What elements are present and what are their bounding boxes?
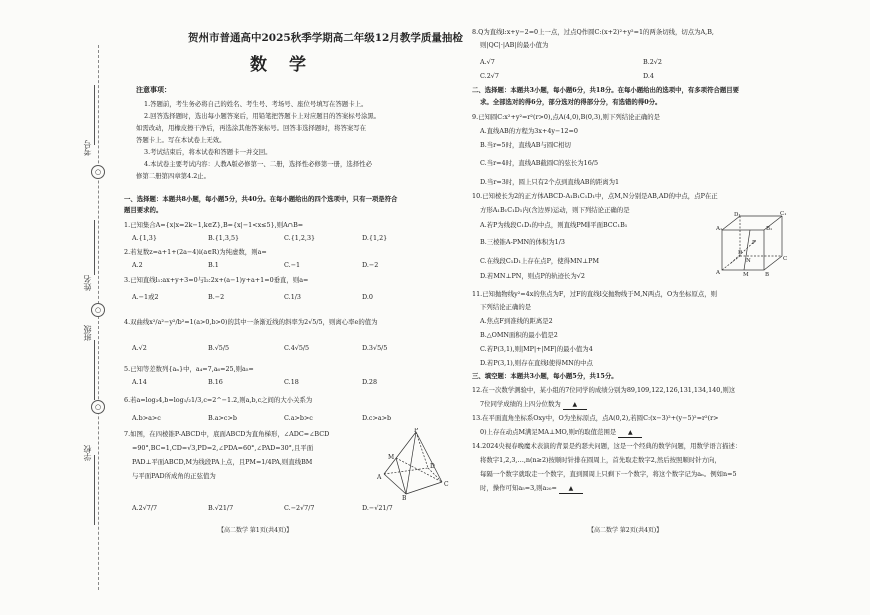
- vertex-label: A₁: [716, 226, 723, 232]
- question-8-line1: 8.Q为直线l:x+y−2=0上一点，过点Q作圆C:(x+2)²+y²=1的两条切线，切点为A,B,: [472, 28, 714, 36]
- q10-option-a: A.若P为线段C₁D₁的中点，则直线PM∥平面BCC₁B₁: [480, 221, 628, 229]
- q7-option-d: D.−√21/7: [362, 504, 393, 512]
- school-line: [94, 455, 95, 525]
- class-field-label: 班级: [83, 325, 92, 341]
- vertex-label: P: [752, 240, 756, 246]
- answer-blank: ▲: [559, 485, 583, 494]
- pyramid-figure: [376, 428, 456, 500]
- q11-option-a: A.焦点F到准线的距离是2: [480, 317, 553, 325]
- q5-option-c: C.18: [284, 378, 299, 386]
- section-2-heading-b: 求。全部选对的得6分，部分选对的得部分分，有选错的得0分。: [480, 98, 662, 106]
- vertex-label: M: [388, 454, 395, 461]
- question-5: 5.已知等差数列{aₙ}中，a₄=7,a₆=25,则a₅=: [124, 365, 254, 373]
- question-12-line1: 12.在一次数学测验中，某小组的7位同学的成绩分别为89,109,122,126,131,134,140,则这: [472, 386, 736, 394]
- q5-option-d: D.28: [362, 378, 378, 386]
- question-9: 9.已知圆C:x²+y²=r²(r>0),点A(4,0),B(0,3),则下列结论正确的是: [472, 113, 661, 121]
- q4-option-c: C.4√5/5: [284, 344, 310, 352]
- section-3-heading: 三、填空题：本题共3小题，每小题5分，共15分。: [472, 372, 618, 380]
- q5-option-a: A.14: [132, 378, 147, 386]
- q4-option-d: D.3√5/5: [362, 344, 388, 352]
- vertex-label: N: [746, 258, 751, 264]
- question-14-line2: 将数字1,2,3,…,n(n≥2)按顺时针排在圆周上，首先取走数字2,然后按照顺时针方向，: [480, 456, 721, 464]
- note-1a: 1.答题前，考生务必将自己的姓名、考生号、考场号、座位号填写在答题卡上。: [144, 100, 368, 108]
- question-11-line1: 11.已知抛物线y²=4x的焦点为F，过F的直线l交抛物线于M,N两点，O为坐标原点，则: [472, 290, 718, 298]
- question-6: 6.若a=log₃4,b=log₁/₂1/3,c=2^−1.2,则a,b,c之间的大小关系为: [124, 396, 313, 404]
- seal-circle: ○: [91, 400, 105, 414]
- q11-option-c: C.若P(3,1),则|MP|+|MF|的最小值为4: [480, 345, 593, 353]
- question-11-line2: 下列结论正确的是: [480, 303, 532, 311]
- q4-option-a: A.√2: [132, 344, 147, 352]
- q11-option-b: B.△OMN面积的最小值是2: [480, 331, 558, 339]
- q3-option-c: C.1/3: [284, 293, 301, 301]
- question-3: 3.已知直线l₁:ax+y+3=0与l₂:2x+(a−1)y+a+1=0垂直，则a=: [124, 276, 309, 284]
- q3-option-d: D.0: [362, 293, 373, 301]
- subject-title: 数学: [250, 55, 328, 75]
- name-line: [94, 220, 95, 275]
- q8-option-b: B.2√2: [643, 58, 662, 66]
- question-10-line2: 方形A₁B₁C₁D₁内(含边界)运动，则下列结论正确的是: [480, 206, 630, 214]
- q7-option-a: A.2√7/7: [132, 504, 158, 512]
- q10-option-c: C.在线段C₁D₁上存在点P，使得MN⊥PM: [480, 257, 600, 265]
- question-4: 4.双曲线x²/a²−y²/b²=1(a>0,b>0)的其中一条渐近线的斜率为2√5/5，则离心率e的值为: [124, 318, 378, 326]
- vertex-label: A: [716, 270, 720, 276]
- question-7-line1: 7.如图，在四棱锥P-ABCD中，底面ABCD为直角梯形，∠ADC=∠BCD: [124, 430, 330, 438]
- seal-circle: ○: [91, 303, 105, 317]
- question-7-line2: =90°,BC=1,CD=√3,PD=2,∠PDA=60°,∠PAD=30°,且平面: [132, 444, 314, 452]
- section-2-heading-a: 二、选择题：本题共3小题，每小题6分，共18分。在每小题给出的选项中，有多项符合题目要: [472, 86, 740, 94]
- q7-option-b: B.√21/7: [208, 504, 234, 512]
- vertex-label: B: [765, 272, 770, 276]
- q10-option-b: B.三棱锥A-PMN的体积为1/3: [480, 238, 565, 246]
- q1-option-c: C.{1,2,3}: [284, 234, 316, 242]
- vertex-label: D: [430, 463, 435, 470]
- name-field-label: 姓名: [83, 275, 92, 291]
- section-1-heading-a: 一、选择题：本题共8小题，每小题5分，共40分。在每小题给出的四个选项中，只有一项是符合: [124, 195, 398, 203]
- question-14-line3: 每隔一个数字就取走一个数字，直到圆周上只剩下一个数字，将这个数字记为aₙ。例如n=5: [480, 470, 737, 478]
- vertex-label: C: [444, 481, 449, 488]
- class-line: [94, 340, 95, 400]
- q8-option-d: D.4: [643, 72, 654, 80]
- question-14-line1: 14.2024央视春晚魔术表演的背景是约瑟夫问题，这是一个经典的数学问题，用数学语言描述：: [472, 442, 742, 450]
- question-2: 2.若复数z=a+1+(2a−4)i(a∈R)为纯虚数，则a=: [124, 248, 267, 256]
- note-2c: 答题卡上。写在本试卷上无效。: [136, 136, 226, 144]
- q2-option-c: C.−1: [284, 261, 301, 269]
- vertex-label: B₁: [766, 226, 773, 232]
- vertex-label: D: [738, 250, 743, 256]
- note-2b: 如需改动，用橡皮擦干净后，再选涂其他答案标号。回答非选择题时，将答案写在: [136, 124, 367, 132]
- vertex-label: B: [402, 495, 407, 500]
- question-1: 1.已知集合A={x|x=2k−1,k∈Z},B={x|−1<x≤5},则A∩B=: [124, 221, 304, 229]
- q2-option-d: D.−2: [362, 261, 379, 269]
- q10-option-d: D.若MN⊥PN，则点P的轨迹长为√2: [480, 272, 585, 280]
- exam-number-field-label: 考号: [83, 140, 92, 156]
- exam-title: 贺州市普通高中2025秋季学期高二年级12月教学质量抽检: [188, 32, 463, 44]
- q9-option-a: A.直线AB的方程为3x+4y−12=0: [480, 127, 578, 135]
- q5-option-b: B.16: [208, 378, 223, 386]
- q8-option-a: A.√7: [480, 58, 495, 66]
- q1-option-b: B.{1,3,5}: [208, 234, 240, 242]
- school-field-label: 学校: [83, 445, 92, 461]
- question-13-line1: 13.在平面直角坐标系Oxy中，O为坐标原点，点A(0,2),若圆C:(x−3)²+(y−5)²=r²(r>: [472, 414, 719, 422]
- q7-option-c: C.−2√7/7: [284, 504, 315, 512]
- q6-option-a: A.b>a>c: [132, 414, 161, 422]
- vertex-label: P: [414, 428, 419, 434]
- q1-option-a: A.{1,3}: [132, 234, 157, 242]
- q2-option-b: B.1: [208, 261, 219, 269]
- binding-strip: [60, 45, 115, 590]
- cube-figure: [716, 210, 788, 276]
- question-12-line2: 7位同学成绩的上四分位数为 ▲: [480, 400, 587, 410]
- vertex-label: D₁: [734, 212, 741, 218]
- seal-circle: ○: [91, 165, 105, 179]
- q6-option-b: B.a>c>b: [208, 414, 237, 422]
- q6-option-d: D.c>a>b: [362, 414, 392, 422]
- q9-option-d: D.当r=3时，圆上只有2个点到直线AB的距离为1: [480, 178, 620, 186]
- q8-option-c: C.2√7: [480, 72, 499, 80]
- page-1-footer: 【高二数学 第1页(共4页)】: [218, 527, 293, 534]
- note-3: 3.考试结束后，将本试卷和答题卡一并交回。: [144, 148, 272, 156]
- question-7-line3: PAD⊥平面ABCD,M为线段PA上点，且PM=1/4PA,则直线BM: [132, 458, 313, 466]
- q9-option-b: B.当r=5时，直线AB与圆C相切: [480, 141, 571, 149]
- page-2: [468, 0, 808, 615]
- vertex-label: A: [377, 474, 382, 481]
- binding-line: [98, 45, 99, 590]
- q1-option-d: D.{1,2}: [362, 234, 388, 242]
- q2-option-a: A.2: [132, 261, 143, 269]
- note-4b: 修第二册第四章第4.2止。: [136, 172, 211, 180]
- q4-option-b: B.√5/5: [208, 344, 230, 352]
- question-7-line4: 与平面PAD所成角的正弦值为: [132, 472, 216, 480]
- question-13-line2: 0)上存在动点M满足MA⊥MO,则r的取值范围是 ▲: [480, 428, 642, 438]
- notes-heading: 注意事项：: [136, 85, 171, 94]
- q3-option-a: A.−1或2: [132, 293, 159, 301]
- answer-blank: ▲: [563, 401, 587, 410]
- page-1: [118, 0, 463, 615]
- vertex-label: C₁: [780, 211, 787, 217]
- note-4a: 4.本试卷主要考试内容：人教A版必修第一、二册，选择性必修第一册，选择性必: [144, 160, 372, 168]
- exam-number-line: [94, 85, 95, 145]
- page-2-footer: 【高二数学 第2页(共4页)】: [588, 527, 663, 534]
- answer-blank: ▲: [618, 429, 642, 438]
- question-14-line4: 时，操作可知a₅=3,则a₂₀= ▲: [480, 484, 583, 494]
- q6-option-c: C.a>b>c: [284, 414, 313, 422]
- section-1-heading-b: 题目要求的。: [124, 206, 163, 214]
- q11-option-d: D.若P(3,1),则存在直线l使得MN的中点: [480, 359, 593, 367]
- note-2a: 2.回答选择题时，选出每小题答案后，用铅笔把答题卡上对应题目的答案标号涂黑。: [144, 112, 381, 120]
- vertex-label: C: [783, 256, 788, 262]
- q3-option-b: B.−2: [208, 293, 225, 301]
- q9-option-c: C.当r=4时，直线AB截圆C的弦长为16/5: [480, 159, 599, 167]
- vertex-label: M: [743, 272, 749, 276]
- question-8-line2: 则|QC|·|AB|的最小值为: [480, 41, 549, 49]
- question-10-line1: 10.已知棱长为2的正方体ABCD-A₁B₁C₁D₁中，点M,N分别是AB,AD的中点，点P在正: [472, 192, 718, 200]
